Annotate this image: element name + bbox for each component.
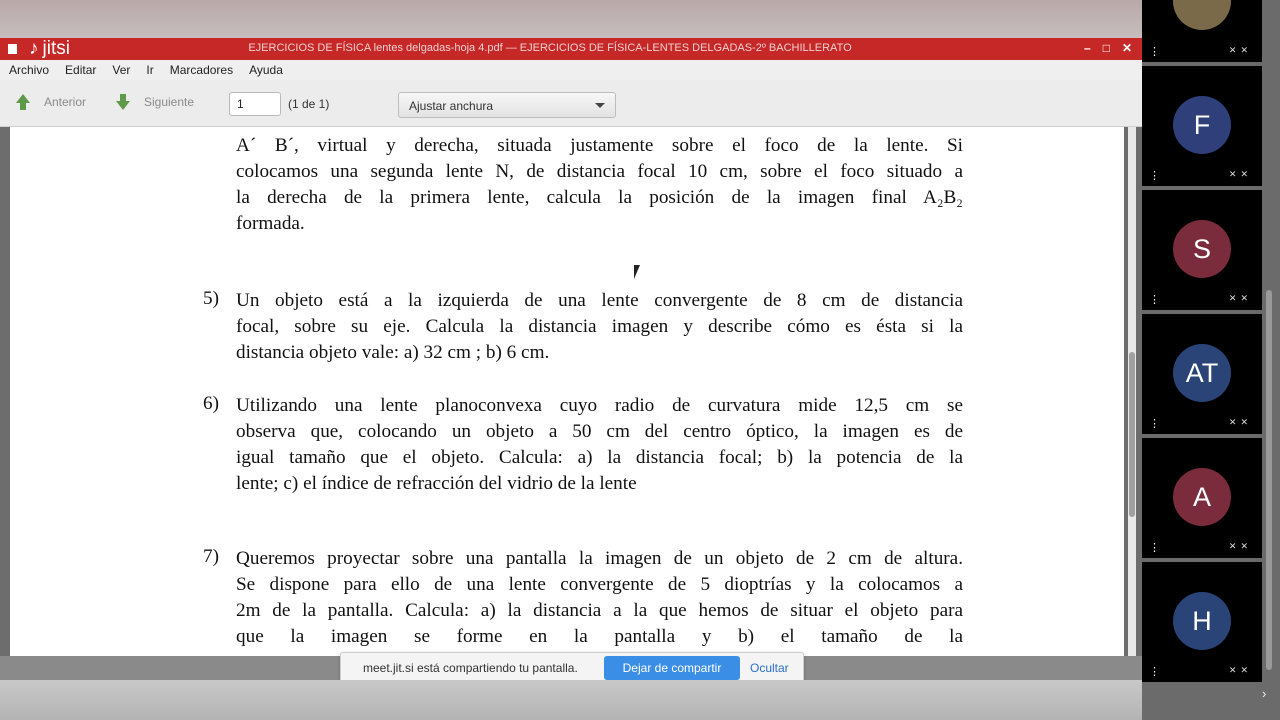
participant-tile[interactable]	[1142, 438, 1262, 558]
exercise-5-number: 5)	[203, 288, 219, 309]
menu-ayuda[interactable]: Ayuda	[249, 63, 283, 77]
zoom-select-value: Ajustar anchura	[409, 99, 494, 113]
menu-ir[interactable]: Ir	[146, 63, 154, 77]
text-line: Utilizando una lente planoconvexa cuyo radio de curvatura mide 12,5 cm se	[236, 395, 963, 416]
text-line: 2m de la pantalla. Calcula: a) la distancia a la que hemos de situar el objeto para	[236, 600, 963, 621]
avatar: AT	[1173, 344, 1231, 402]
text-line: Queremos proyectar sobre una pantalla la imagen de un objeto de 2 cm de altura.	[236, 548, 963, 569]
arrow-up-icon	[16, 94, 30, 110]
avatar: F	[1173, 96, 1231, 154]
mic-muted-icon: ✕✕	[1228, 169, 1252, 179]
mic-muted-icon: ✕✕	[1228, 293, 1252, 303]
previous-page-label: Anterior	[44, 95, 87, 109]
toolbar	[0, 80, 1142, 127]
hide-button[interactable]: Ocultar	[750, 661, 789, 675]
text-line: Se dispone para ello de una lente convergente de 5 dioptrías y la colocamos a	[236, 574, 963, 595]
menu-marcadores[interactable]: Marcadores	[169, 63, 234, 77]
page-number-input[interactable]: 1	[229, 92, 281, 116]
text-line: A´ B´, virtual y derecha, situada justamente sobre el foco de la lente. Si	[236, 135, 963, 156]
exercise-6-number: 6)	[203, 393, 219, 414]
participant-tile[interactable]	[1142, 190, 1262, 310]
text-line: que la imagen se forme en la pantalla y b) el tamaño de la	[236, 626, 963, 647]
mic-muted-icon: ✕✕	[1228, 417, 1252, 427]
exercise-4-tail	[236, 133, 963, 237]
previous-page-button[interactable]	[16, 94, 86, 110]
desktop-background-bottom	[0, 680, 1142, 720]
title-bar	[0, 38, 1142, 60]
text-line: formada.	[236, 213, 305, 234]
participant-tile[interactable]	[1142, 0, 1262, 62]
window-title: EJERCICIOS DE FÍSICA lentes delgadas-hoja 4.pdf — EJERCICIOS DE FÍSICA-LENTES DELGADAS-2º BACHILLERATO	[248, 42, 852, 54]
more-options-icon[interactable]: ⋮	[1149, 294, 1160, 306]
more-options-icon[interactable]: ⋮	[1149, 418, 1160, 430]
mic-muted-icon: ✕✕	[1228, 541, 1252, 551]
avatar: A	[1173, 468, 1231, 526]
next-page-label: Siguiente	[144, 95, 195, 109]
next-page-button[interactable]	[116, 94, 194, 110]
text-line: observa que, colocando un objeto a 50 cm del centro óptico, la imagen es de	[236, 421, 963, 442]
share-message: meet.jit.si está compartiendo tu pantalla.	[363, 661, 578, 675]
text-line: colocamos una segunda lente N, de distancia focal 10 cm, sobre el foco situado a	[236, 161, 963, 182]
page-count: (1 de 1)	[288, 97, 330, 111]
avatar	[1173, 0, 1231, 30]
minimize-button[interactable]: –	[1084, 41, 1091, 55]
menu-editar[interactable]: Editar	[65, 63, 97, 77]
chevron-right-icon[interactable]: ›	[1262, 686, 1267, 701]
pdf-viewer-window	[0, 38, 1142, 675]
arrow-down-icon	[116, 94, 130, 110]
jitsi-logo-icon: ♪	[29, 38, 39, 59]
more-options-icon[interactable]: ⋮	[1149, 542, 1160, 554]
mouse-cursor-icon	[634, 265, 640, 279]
exercise-6-text	[236, 393, 963, 497]
chevron-down-icon	[595, 103, 605, 108]
mic-muted-icon: ✕✕	[1228, 45, 1252, 55]
document-viewport	[0, 127, 1142, 656]
more-options-icon[interactable]: ⋮	[1149, 170, 1160, 182]
desktop-background-top	[0, 0, 1142, 40]
stop-sharing-button[interactable]: Dejar de compartir	[604, 656, 740, 680]
more-options-icon[interactable]: ⋮	[1149, 666, 1160, 678]
vertical-scrollbar[interactable]	[1128, 127, 1136, 656]
text-line: igual tamaño que el objeto. Calcula: a) la distancia focal; b) la potencia de la	[236, 447, 963, 468]
avatar: S	[1173, 220, 1231, 278]
menu-ver[interactable]: Ver	[112, 63, 131, 77]
close-button[interactable]: ✕	[1121, 41, 1132, 55]
text-line: lente; c) el índice de refracción del vidrio de la lente	[236, 473, 637, 494]
text-line: focal, sobre su eje. Calcula la distancia imagen y describe cómo es ésta si la	[236, 316, 963, 337]
exercise-7-number: 7)	[203, 546, 219, 567]
exercise-5-text	[236, 288, 963, 366]
more-options-icon[interactable]: ⋮	[1149, 46, 1160, 58]
text-line: distancia objeto vale: a) 32 cm ; b) 6 cm.	[236, 342, 550, 363]
text-line: Un objeto está a la izquierda de una lente convergente de 8 cm de distancia	[236, 290, 963, 311]
menu-archivo[interactable]: Archivo	[9, 63, 50, 77]
participant-tile[interactable]	[1142, 66, 1262, 186]
scrollbar-thumb[interactable]	[1129, 352, 1135, 517]
avatar: H	[1173, 592, 1231, 650]
exercise-7-text	[236, 546, 963, 650]
participants-scrollbar[interactable]	[1266, 290, 1272, 670]
text-line: la derecha de la primera lente, calcula la posición de la imagen final A₂B₂	[236, 187, 963, 208]
jitsi-logo-text: jitsi	[42, 38, 70, 59]
menu-bar	[0, 60, 1142, 80]
participant-tile[interactable]	[1142, 562, 1262, 682]
participant-tile[interactable]	[1142, 314, 1262, 434]
zoom-select[interactable]	[398, 92, 616, 118]
mic-muted-icon: ✕✕	[1228, 665, 1252, 675]
maximize-button[interactable]: □	[1102, 41, 1110, 55]
